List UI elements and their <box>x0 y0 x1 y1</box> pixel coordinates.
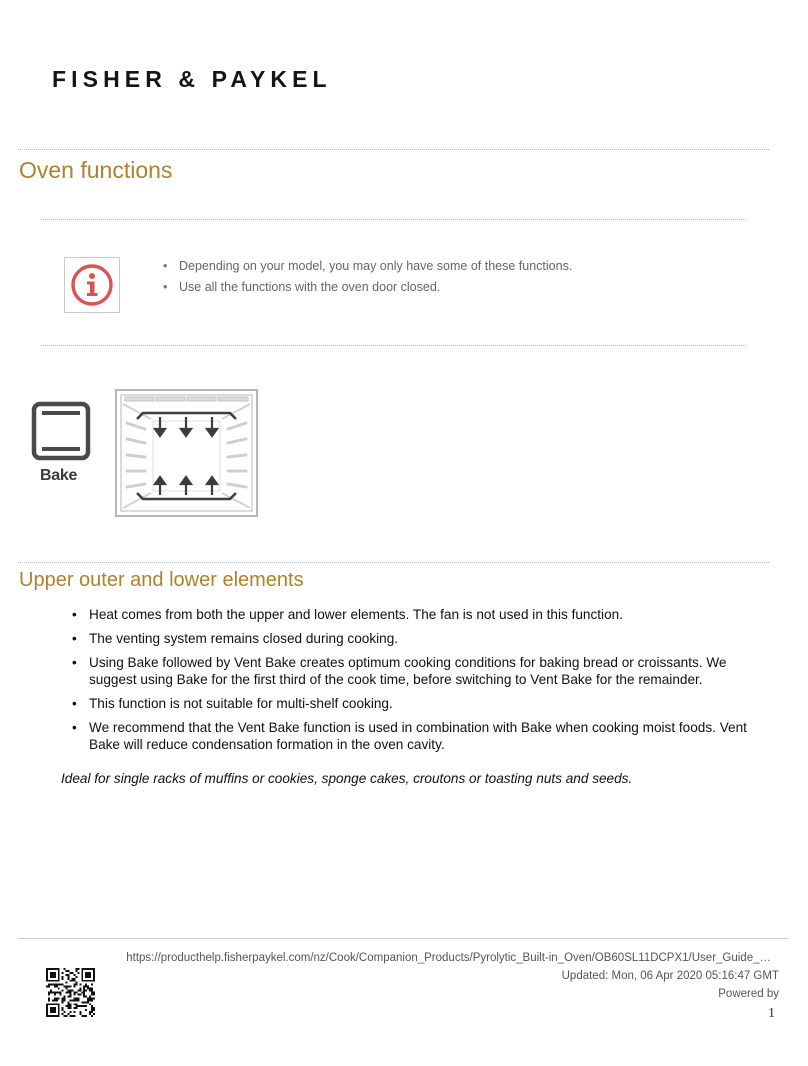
page-number: 1 <box>768 1006 775 1021</box>
list-item: • This function is not suitable for multi-shelf cooking. <box>71 695 761 712</box>
section-title-oven-functions: Oven functions <box>19 157 173 183</box>
list-item: • We recommend that the Vent Bake function is used in combination with Bake when cooking moist foods. Vent Bake will reduce condensation formation in the oven cavity. <box>71 719 761 753</box>
source-url-link[interactable]: https://producthelp.fisherpaykel.com/nz/Cook/Companion_Products/Pyrolytic_Built-in_Oven/OB60SL11DCPX1/User_Guide_… <box>126 952 771 964</box>
bake-symbol-icon <box>31 401 91 461</box>
divider <box>18 562 769 563</box>
updated-timestamp: Updated: Mon, 06 Apr 2020 05:16:47 GMT <box>561 970 779 982</box>
list-item: • The venting system remains closed during cooking. <box>71 630 761 647</box>
divider <box>18 149 769 150</box>
list-item: • Using Bake followed by Vent Bake creates optimum cooking conditions for baking bread or croissants. We suggest using Bake for the first third of the cook time, before switching to Vent Bake for the remainder. <box>71 654 761 688</box>
oven-heating-diagram <box>115 389 258 517</box>
info-item: • Use all the functions with the oven door closed. <box>163 277 572 298</box>
footer-divider <box>18 938 789 939</box>
divider <box>41 219 746 220</box>
list-item: • Heat comes from both the upper and lower elements. The fan is not used in this function. <box>71 606 761 623</box>
function-description-list <box>71 606 761 760</box>
qr-code <box>46 968 95 1017</box>
info-icon <box>64 257 120 313</box>
divider <box>41 345 746 346</box>
section-title-upper-lower-elements: Upper outer and lower elements <box>19 569 304 591</box>
powered-by-label: Powered by <box>718 988 779 1000</box>
usage-note: Ideal for single racks of muffins or cookies, sponge cakes, croutons or toasting nuts and seeds. <box>61 771 633 786</box>
info-list <box>163 256 572 298</box>
bake-symbol-label: Bake <box>40 467 78 484</box>
brand-logo: FISHER & PAYKEL <box>52 66 332 92</box>
info-item: • Depending on your model, you may only have some of these functions. <box>163 256 572 277</box>
